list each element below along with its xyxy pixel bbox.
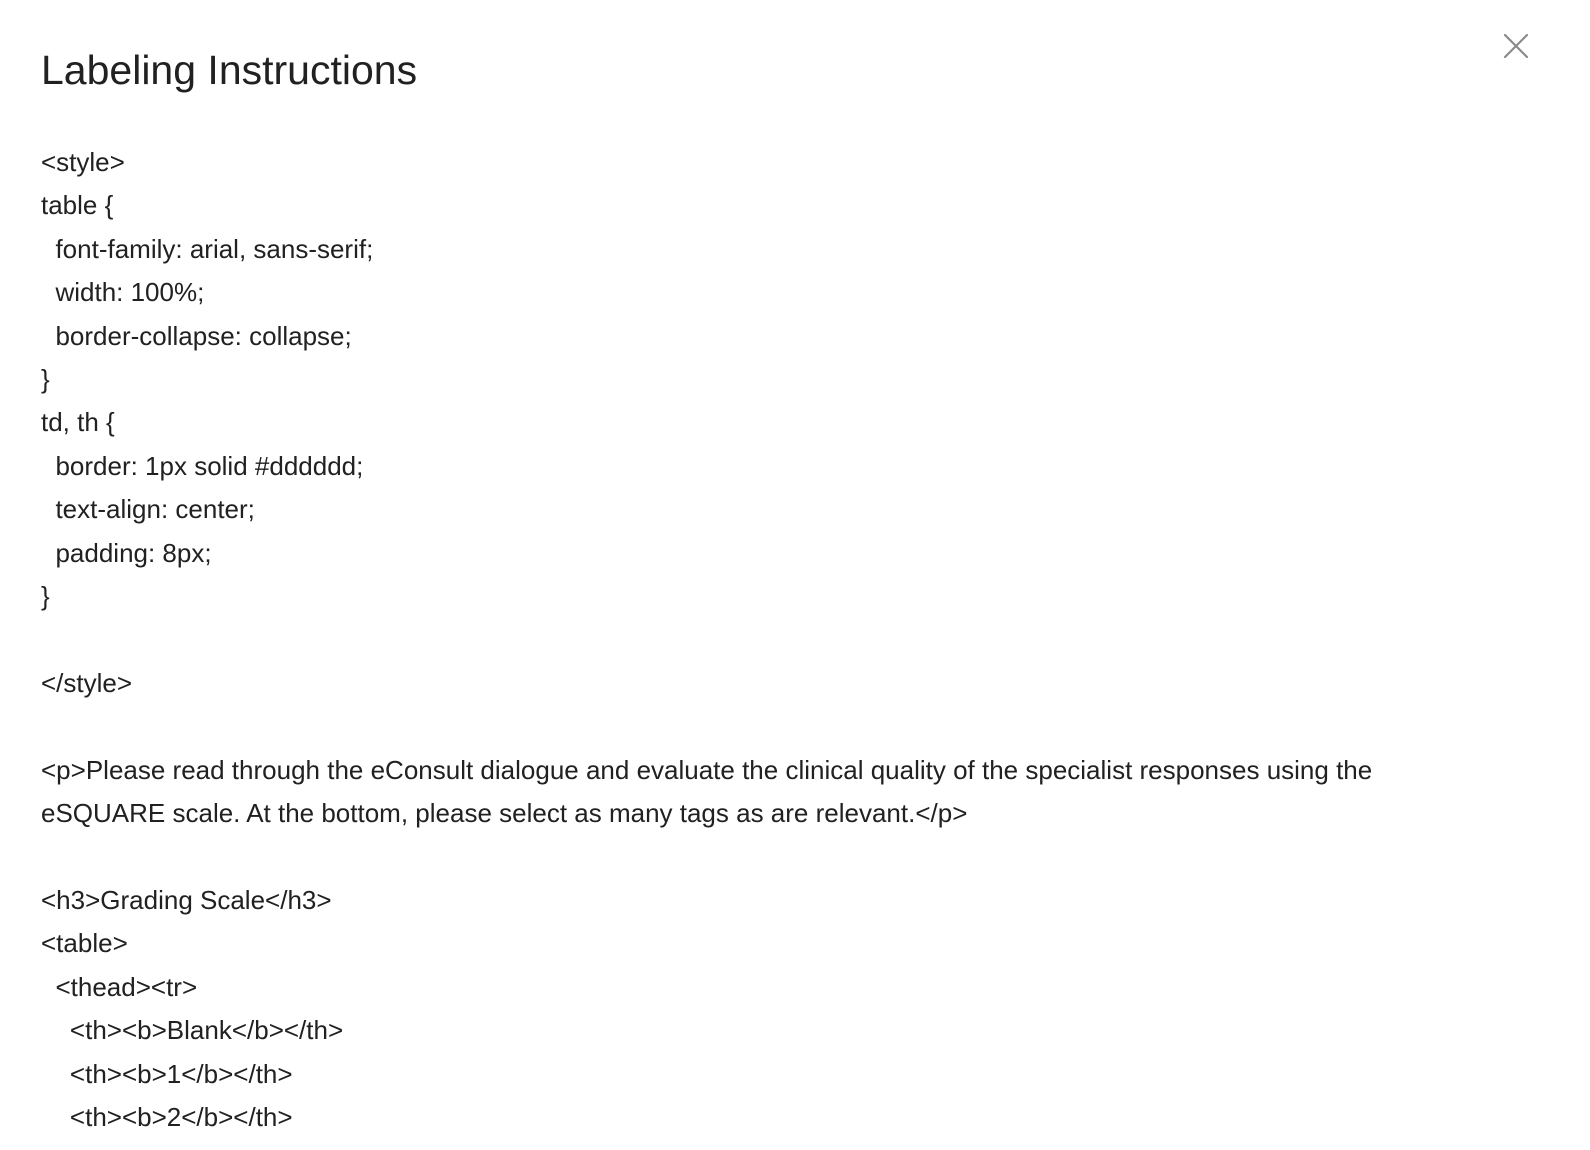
instruction-line: font-family: arial, sans-serif; (41, 233, 374, 264)
instruction-line: table { (41, 190, 114, 221)
instruction-line: border-collapse: collapse; (41, 320, 352, 351)
instruction-line: text-align: center; (41, 494, 255, 525)
instructions-text (41, 141, 1481, 1139)
instruction-line: td, th { (41, 407, 115, 438)
close-icon (1503, 33, 1529, 59)
instruction-line: width: 100%; (41, 277, 205, 308)
instruction-line: <style> (41, 147, 125, 177)
instruction-line: <p>Please read through the eConsult dialogue and evaluate the clinical quality of the specialist responses using the eSQUARE scale. At the bottom, please select as many tags as are relevant.</p> (41, 754, 1380, 829)
instruction-line (41, 836, 1481, 879)
instruction-line: padding: 8px; (41, 537, 212, 568)
instruction-line: <table> (41, 928, 128, 959)
instruction-line: <th><b>2</b></th> (41, 1101, 293, 1132)
instruction-line: } (41, 581, 50, 612)
instruction-line: } (41, 364, 50, 395)
close-button[interactable] (1496, 26, 1536, 66)
modal-body[interactable] (41, 141, 1530, 1150)
instruction-line: </style> (41, 667, 133, 698)
modal-title: Labeling Instructions (41, 47, 418, 93)
instruction-line: <th><b>1</b></th> (41, 1058, 293, 1089)
instruction-line (41, 705, 1481, 748)
instruction-line: <thead><tr> (41, 971, 198, 1002)
instruction-line: border: 1px solid #dddddd; (41, 450, 364, 481)
instruction-line: <h3>Grading Scale</h3> (41, 884, 332, 915)
instruction-line (41, 618, 1481, 661)
instruction-line: <th><b>Blank</b></th> (41, 1015, 344, 1046)
